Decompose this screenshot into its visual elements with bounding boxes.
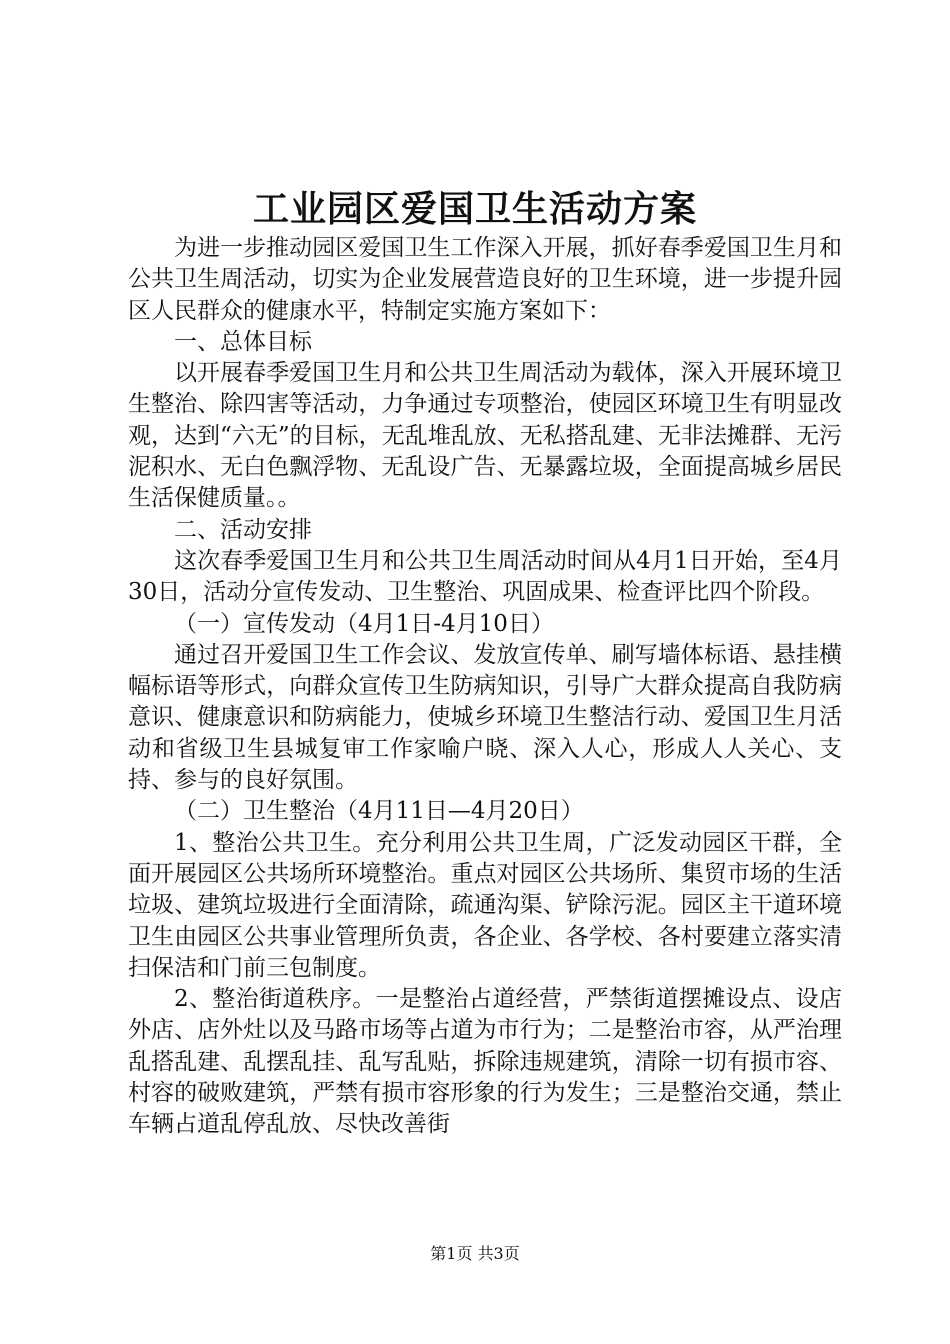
section-heading-goals: 一、总体目标: [174, 328, 312, 355]
page-indicator: 第1页 共3页: [430, 1244, 520, 1263]
paragraph-intro: 为进一步推动园区爱国卫生工作深入开展，抓好春季爱国卫生月和公共卫生周活动，切实为企业发展营造良好的卫生环境，进一步提升园区人民群众的健康水平，特制定实施方案如下：: [128, 235, 842, 324]
paragraph-arrangement: 这次春季爱国卫生月和公共卫生周活动时间从4月1日开始，至4月30日，活动分宣传发动、卫生整治、巩固成果、检查评比四个阶段。: [128, 547, 842, 606]
document-title: 工业园区爱国卫生活动方案: [252, 188, 697, 230]
section-heading-arrangement: 二、活动安排: [174, 516, 312, 543]
subsection-heading-publicity: （一）宣传发动（4月1日-4月10日）: [174, 610, 554, 637]
paragraph-goals: 以开展春季爱国卫生月和公共卫生周活动为载体，深入开展环境卫生整治、除四害等活动，力争通过专项整治，使园区环境卫生有明显改观，达到“六无”的目标，无乱堆乱放、无私搭乱建、无非法摊群、无污泥积水、无白色飘浮物、无乱设广告、无暴露垃圾，全面提高城乡居民生活保健质量。。: [128, 360, 842, 512]
paragraph-street-order: 2、整治街道秩序。一是整治占道经营，严禁街道摆摊设点、设店外店、店外灶以及马路市场等占道为市行为；二是整治市容，从严治理乱搭乱建、乱摆乱挂、乱写乱贴，拆除违规建筑，清除一切有损市容、村容的破败建筑，严禁有损市容形象的行为发生；三是整治交通，禁止车辆占道乱停乱放、尽快改善街: [128, 986, 842, 1138]
document-body: [128, 233, 842, 1141]
paragraph-public-hygiene: 1、整治公共卫生。充分利用公共卫生周，广泛发动园区干群，全面开展园区公共场所环境整治。重点对园区公共场所、集贸市场的生活垃圾、建筑垃圾进行全面清除，疏通沟渠、铲除污泥。园区主干道环境卫生由园区公共事业管理所负责，各企业、各学校、各村要建立落实清扫保洁和门前三包制度。: [128, 829, 842, 981]
paragraph-publicity: 通过召开爱国卫生工作会议、发放宣传单、刷写墙体标语、悬挂横幅标语等形式，向群众宣传卫生防病知识，引导广大群众提高自我防病意识、健康意识和防病能力，使城乡环境卫生整洁行动、爱国卫生月活动和省级卫生县城复审工作家喻户晓、深入人心，形成人人关心、支持、参与的良好氛围。: [128, 641, 842, 794]
subsection-heading-rectification: （二）卫生整治（4月11日—4月20日）: [174, 798, 584, 825]
